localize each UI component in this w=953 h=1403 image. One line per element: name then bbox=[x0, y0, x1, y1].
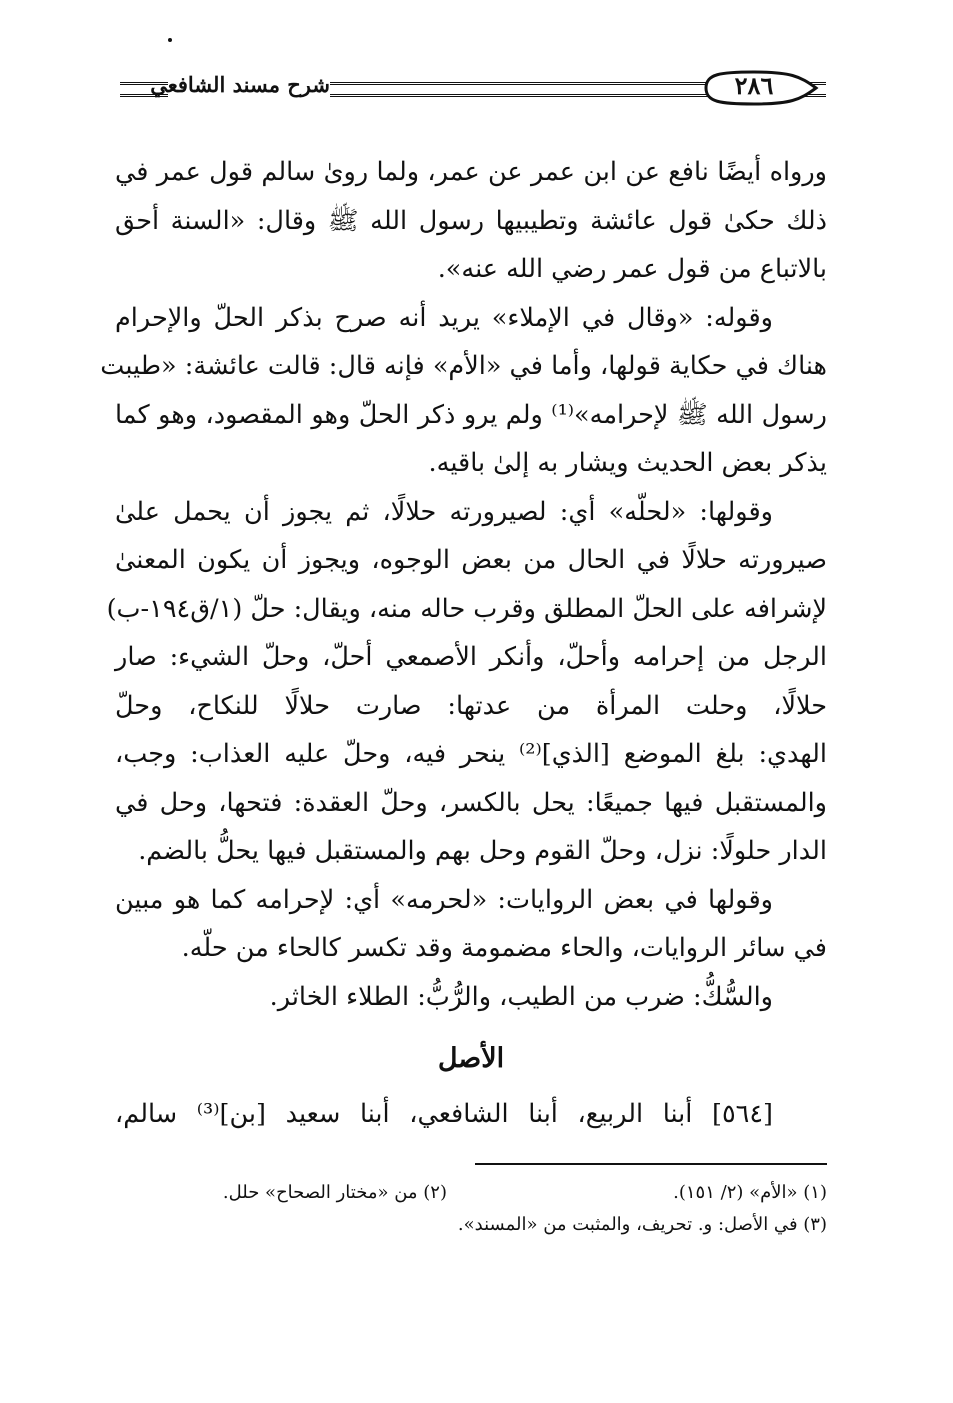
text-line: وقولها في بعض الروايات: «لحرمه» أي: لإحرامه كما هو مبين bbox=[115, 884, 773, 915]
stray-dot bbox=[168, 38, 172, 42]
footnote-divider bbox=[475, 1163, 827, 1165]
text-line: وقوله: «وقال في الإملاء» يريد أنه صرح بذكر الحلّ والإحرام bbox=[115, 302, 773, 333]
text-line: يذكر بعض الحديث ويشار به إلىٰ باقيه. bbox=[428, 448, 827, 478]
main-text bbox=[100, 148, 827, 1021]
text-line: حلالًا، وحلت المرأة من عدتها: صارت حلالًا للنكاح، وحلّ bbox=[115, 690, 827, 721]
text-line: بالاتباع من قول عمر رضي الله عنه». bbox=[437, 254, 827, 284]
text-line: الدار حلولًا: نزل، وحلّ القوم وحل بهم والمستقبل فيها يحلُّ بالضم. bbox=[138, 836, 827, 866]
text-line: الرجل من إحرامه وأحلّ، وأنكر الأصمعي أحلّ، وحلّ الشيء: صار bbox=[115, 642, 827, 672]
text-line: رسول الله ﷺ لإحرامه»⁽¹⁾ ولم يرو ذكر الحلّ وهو المقصود، وهو كما bbox=[115, 399, 827, 430]
footnotes bbox=[115, 1177, 827, 1241]
text-line: ذلك حكىٰ قول عائشة وتطيبيها رسول الله ﷺ وقال: «السنة أحق bbox=[115, 205, 827, 236]
footnote-row bbox=[115, 1177, 827, 1209]
text-line: في سائر الروايات، والحاء مضمومة وقد تكسر كالحاء من حلّه. bbox=[181, 933, 827, 963]
page-number: ٢٨٦ bbox=[734, 71, 774, 100]
text-line: والمستقبل فيها جميعًا: يحل بالكسر، وحلّ العقدة: فتحها، وحل في bbox=[115, 787, 827, 818]
text-line: الهدي: بلغ الموضع [الذي]⁽²⁾ ينحر فيه، وحلّ عليه العذاب: وجب، bbox=[115, 739, 827, 769]
section-text-line: [٥٦٤] أبنا الربيع، أبنا الشافعي، أبنا سعيد [بن]⁽³⁾ سالم، bbox=[115, 1099, 773, 1129]
text-line: هناك في حكاية قولها، وأما في «الأم» فإنه قال: قالت عائشة: «طيبت bbox=[100, 351, 827, 381]
footnote-row bbox=[115, 1209, 827, 1241]
text-line: لإشرافه على الحلّ المطلق وقرب حاله منه، ويقال: حلّ (١/ق١٩٤-ب) bbox=[106, 593, 827, 624]
text-line: والسُّكُّ: ضرب من الطيب، والرُّبُّ: الطلاء الخاثر. bbox=[269, 981, 773, 1012]
section-heading: الأصل bbox=[437, 1043, 505, 1074]
book-title: شرح مسند الشافعي bbox=[150, 72, 330, 97]
page-number-badge bbox=[700, 68, 820, 108]
text-line: وقولها: «لحلّه» أي: لصيرورته حلالًا، ثم يجوز أن يحمل علىٰ bbox=[115, 496, 773, 527]
footnote-3: (٣) في الأصل: و. تحريف، والمثبت من «المسند». bbox=[457, 1214, 827, 1235]
footnote-1: (١) «الأم» (٢/ ١٥١). bbox=[673, 1182, 827, 1203]
page-header bbox=[110, 68, 826, 112]
text-line: ورواه أيضًا نافع عن ابن عمر عن عمر، ولما روىٰ سالم قول عمر في bbox=[115, 157, 827, 187]
footnote-2: (٢) من «مختار الصحاح» حلل. bbox=[222, 1182, 447, 1203]
text-line: صيرورته حلالًا في الحال من بعض الوجوه، ويجوز أن يكون المعنىٰ bbox=[115, 545, 827, 575]
